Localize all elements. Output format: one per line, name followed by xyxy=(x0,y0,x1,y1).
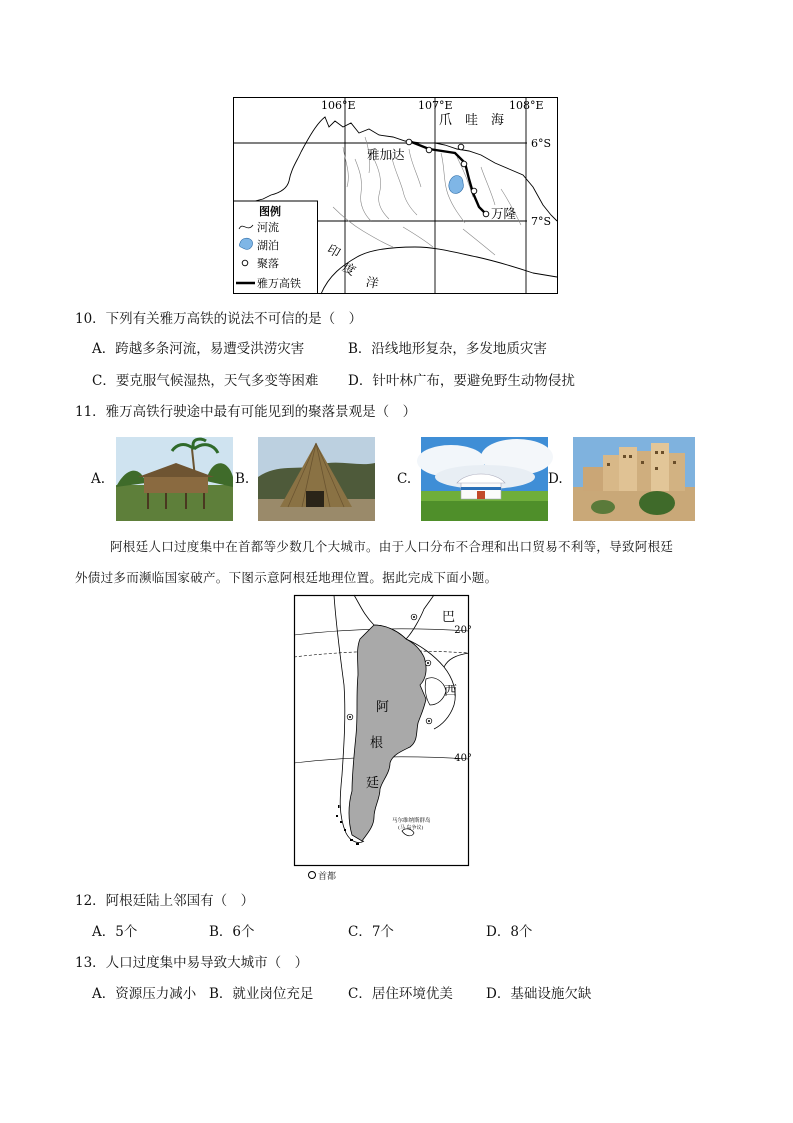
passage-line-1: 阿根廷人口过度集中在首都等少数几个大城市。由于人口分布不合理和出口贸易不利等，导致阿根廷 xyxy=(110,539,674,554)
q10-option-d[interactable]: D．针叶林广布，要避免野生动物侵扰 xyxy=(348,373,575,389)
q10-option-c[interactable]: C．要克服气候湿热，天气多变等困难 xyxy=(92,373,319,389)
q12-option-a[interactable]: A．5个 xyxy=(92,924,138,940)
capital-legend-label: 首都 xyxy=(318,872,337,882)
q12-option-c[interactable]: C．7个 xyxy=(348,924,394,940)
legend-railway: 雅万高铁 xyxy=(257,277,301,290)
q13-stem: 13．人口过度集中易导致大城市（ ） xyxy=(75,955,309,971)
q13-option-a[interactable]: A．资源压力减小 xyxy=(92,986,197,1002)
java-sea-label: 爪 哇 海 xyxy=(439,113,505,128)
argentina-gen-label: 根 xyxy=(370,736,384,751)
q11-letter-a[interactable]: A. xyxy=(91,471,106,487)
brazil-xi-label: 西 xyxy=(444,684,458,699)
java-map-svg xyxy=(233,97,558,294)
q10-option-b[interactable]: B．沿线地形复杂，多发地质灾害 xyxy=(348,341,547,357)
ocean-char-1: 印 xyxy=(324,241,344,261)
malvinas-sub-label: (马 岛争议) xyxy=(398,825,424,831)
lon-label-106: 106°E xyxy=(321,99,356,112)
bandung-label: 万隆 xyxy=(491,206,517,221)
legend-lake: 湖泊 xyxy=(257,239,279,252)
legend-settlement: 聚落 xyxy=(257,257,279,270)
legend-title: 图例 xyxy=(259,205,281,218)
lat-label-7s: 7°S xyxy=(531,215,552,228)
q11-letter-d[interactable]: D. xyxy=(548,471,563,487)
argentina-map xyxy=(294,595,472,866)
lat-40-label: 40° xyxy=(454,753,472,764)
lon-label-108: 108°E xyxy=(509,99,544,112)
q13-option-d[interactable]: D．基础设施欠缺 xyxy=(486,986,592,1002)
stilt-house-photo[interactable] xyxy=(116,437,233,521)
lon-label-107: 107°E xyxy=(418,99,453,112)
legend-river: 河流 xyxy=(257,221,279,234)
argentina-a-label: 阿 xyxy=(376,700,390,715)
capital-legend xyxy=(308,871,336,883)
malvinas-label: 马尔维纳斯群岛 xyxy=(392,818,431,824)
q12-stem: 12．阿根廷陆上邻国有（ ） xyxy=(75,893,255,909)
jakarta-label: 雅加达 xyxy=(367,147,405,162)
q13-option-b[interactable]: B．就业岗位充足 xyxy=(209,986,314,1002)
q10-option-a[interactable]: A．跨越多条河流，易遭受洪涝灾害 xyxy=(92,341,305,357)
argentina-map-svg xyxy=(294,595,472,866)
passage-line-2: 外债过多而濒临国家破产。下图示意阿根廷地理位置。据此完成下面小题。 xyxy=(75,570,498,585)
q11-letter-c[interactable]: C. xyxy=(397,471,412,487)
ocean-char-2: 度 xyxy=(340,259,359,279)
q11-letter-b[interactable]: B. xyxy=(235,471,250,487)
mudbrick-towers-photo[interactable] xyxy=(573,437,695,521)
ocean-char-3: 洋 xyxy=(364,273,381,292)
q10-stem: 10．下列有关雅万高铁的说法不可信的是（ ） xyxy=(75,311,363,327)
q13-option-c[interactable]: C．居住环境优美 xyxy=(348,986,453,1002)
q12-option-d[interactable]: D．8个 xyxy=(486,924,533,940)
java-map xyxy=(233,97,558,294)
capital-legend-icon xyxy=(308,871,316,879)
argentina-ting-label: 廷 xyxy=(366,776,380,791)
lat-label-6s: 6°S xyxy=(531,137,552,150)
yurt-grassland-photo[interactable] xyxy=(421,437,548,521)
q11-stem: 11．雅万高铁行驶途中最有可能见到的聚落景观是（ ） xyxy=(75,404,417,420)
thatched-hut-photo[interactable] xyxy=(258,437,375,521)
brazil-label: 巴 xyxy=(442,610,456,625)
lat-20-label: 20° xyxy=(454,625,472,636)
q12-option-b[interactable]: B．6个 xyxy=(209,924,255,940)
